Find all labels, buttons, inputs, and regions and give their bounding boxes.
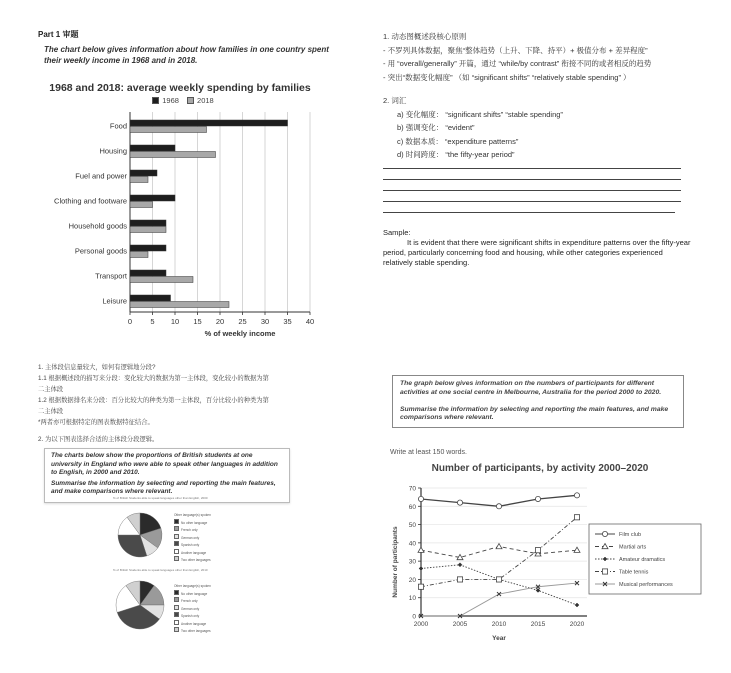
pie-legend-label: No other language: [181, 520, 208, 525]
sample-label: Sample:: [383, 228, 411, 237]
principles-notes: [383, 30, 703, 162]
bar-2018: [130, 127, 207, 133]
category-label: Leisure: [102, 296, 127, 306]
x-tick-label: 2000: [413, 621, 429, 628]
data-point: [574, 547, 580, 552]
section1-title: 1. 动态图概述段核心原则: [383, 32, 467, 41]
legend-marker: [602, 569, 607, 574]
pie-chart-2010: [112, 578, 168, 634]
bar-2018: [130, 252, 148, 258]
bar-2018: [130, 202, 153, 208]
pie-legend-item: [174, 534, 244, 542]
pie-legend-swatch: [174, 519, 179, 524]
y-tick-label: 30: [408, 558, 416, 566]
pie-legend-swatch: [174, 627, 179, 632]
y-tick-label: 10: [408, 595, 416, 603]
vocab-label: c) 数据本质：: [397, 136, 443, 146]
bar-2018: [130, 302, 229, 308]
data-point: [536, 588, 540, 592]
data-point: [496, 504, 501, 509]
series-line-musical-performances: [421, 583, 577, 616]
pie-legend-rows: [174, 590, 244, 635]
x-tick-label: 2010: [491, 621, 507, 628]
pie-legend-label: German only: [181, 606, 200, 611]
pie-legend-label: French only: [181, 599, 198, 603]
pie-legend-swatch: [174, 590, 179, 595]
legend-label-1968: 1968: [162, 96, 179, 105]
data-point: [419, 566, 423, 570]
pie-legend-label: French only: [181, 528, 198, 532]
pie-legend-item: [174, 549, 244, 557]
pie-legend-label: Another language: [181, 550, 207, 555]
data-point: [457, 577, 462, 582]
legend-swatch-1968: [152, 97, 159, 104]
pie-legend-swatch: [174, 549, 179, 554]
x-axis-label: % of weekly income: [204, 329, 276, 338]
data-point: [496, 544, 502, 549]
category-label: Personal goods: [74, 246, 127, 256]
vocab-item: [383, 148, 703, 162]
part1-prompt: The chart below gives information about how families in one country spent their weekly income in 1968 and in 2018.: [44, 45, 329, 65]
data-point: [496, 577, 501, 582]
y-axis-label: Number of participants: [392, 526, 399, 598]
x-tick-label: 10: [170, 317, 180, 326]
bar-1968: [130, 295, 171, 301]
x-tick-label: 2015: [530, 621, 546, 628]
category-label: Clothing and footware: [54, 196, 127, 206]
category-label: Household goods: [68, 221, 127, 231]
question-2: 2. 为以下图表选择合适的主体段分段逻辑。: [38, 436, 159, 443]
y-tick-label: 50: [408, 522, 416, 530]
note-line: 1.1 根据概述段的描写来分段：变化较大的数据为第一主体段，变化较小的数据为第: [38, 375, 269, 382]
line-chart: [385, 480, 705, 650]
y-tick-label: 0: [412, 613, 416, 621]
y-tick-label: 70: [408, 485, 416, 493]
vocab-value: “the fifty-year period”: [445, 150, 515, 159]
note-line: 1. 主体段信息量较大，如何有逻辑地分段?: [38, 364, 156, 371]
x-tick-label: 35: [283, 317, 292, 326]
task3-instruction: Summarise the information by selecting and reporting the main features, and make comparisons where relevant.: [400, 405, 669, 422]
pie-legend-title: Other language(s) spoken: [174, 513, 211, 517]
pie-legend-label: Two other languages: [181, 629, 211, 633]
category-label: Fuel and power: [75, 171, 127, 181]
x-tick-label: 0: [127, 317, 133, 326]
bar-2018: [130, 177, 148, 183]
pie-legend-label: Two other languages: [181, 558, 211, 562]
x-tick-label: 2005: [452, 621, 468, 628]
legend-label: Martial arts: [619, 544, 647, 551]
note-line: *两者亦可根据特定的图表数据特征结合。: [38, 419, 154, 426]
data-point: [458, 563, 462, 567]
pie-legend-item: [174, 519, 244, 527]
pie-legend-2010: [174, 584, 244, 635]
pie-legend-title: Other language(s) spoken: [174, 584, 211, 588]
paragraph-notes: [38, 362, 338, 445]
vocab-label: a) 变化幅度：: [397, 109, 444, 119]
principle-bullet: - 突出“数据变化幅度” （如 “significant shifts” “relatively stable spending” ）: [383, 72, 631, 82]
sample-text: It is evident that there were significant shifts in expenditure patterns over the fifty-year period, particularly concerning food and housing, while other categories experienced relatively stable spending.: [383, 238, 691, 267]
line-chart-title: Number of participants, by activity 2000–2020: [431, 463, 649, 474]
legend-label: Amateur dramatics: [619, 557, 666, 563]
pie-legend-swatch: [174, 605, 179, 610]
x-tick-label: 15: [193, 317, 202, 326]
legend-label-2018: 2018: [197, 96, 214, 105]
pie-legend-item: [174, 597, 244, 605]
bar-1968: [130, 195, 175, 201]
data-point: [418, 547, 424, 552]
vocab-value: “expenditure patterns”: [444, 136, 519, 146]
vocab-item: [383, 135, 703, 149]
pie-legend-swatch: [174, 556, 179, 561]
bar-1968: [130, 220, 166, 226]
vocab-item: [383, 108, 703, 122]
part1-heading: Part 1 审题: [38, 30, 79, 39]
principle-bullet: - 不罗列具体数据，聚焦“整体趋势（上升、下降、持平）+ 极值分布 + 差异程度”: [383, 45, 648, 55]
pie-chart-2000: [112, 508, 168, 560]
bar-2018: [130, 277, 193, 283]
section2-title: 2. 词汇: [383, 96, 407, 105]
x-tick-label: 25: [238, 317, 247, 326]
pie-legend-label: Spanish only: [181, 543, 200, 547]
pie-legend-rows: [174, 519, 244, 564]
task3-prompt: The graph below gives information on the numbers of participants for different activities at one social centre in Melbourne, Australia for the period 2000 to 2020.: [400, 380, 662, 396]
legend-marker: [602, 531, 607, 536]
pie-legend-label: Spanish only: [181, 614, 200, 618]
pie-legend-swatch: [174, 526, 179, 531]
data-point: [418, 496, 423, 501]
data-point: [574, 493, 579, 498]
pie-legend-item: [174, 541, 244, 549]
note-line: 二主体段: [38, 408, 64, 415]
data-point: [535, 496, 540, 501]
vocab-item: [383, 121, 703, 135]
pie-legend-swatch: [174, 534, 179, 539]
x-tick-label: 30: [260, 317, 270, 326]
pie-legend-swatch: [174, 612, 179, 617]
data-point: [535, 548, 540, 553]
bar-2018: [130, 227, 166, 233]
writing-line: [383, 179, 681, 180]
writing-line: [383, 190, 681, 191]
writing-line: [383, 201, 681, 202]
vocab-value: “evident”: [445, 123, 475, 132]
note-line: 1.2 根据数据排名来分段：百分比较大的种类为第一主体段，百分比较小的种类为第: [38, 397, 269, 404]
x-tick-label: 40: [305, 317, 315, 326]
word-count-instruction: Write at least 150 words.: [390, 449, 467, 456]
bar-1968: [130, 270, 166, 276]
x-tick-label: 2020: [569, 621, 585, 628]
writing-line: [383, 168, 681, 169]
task2-instruction: Summarise the information by selecting and reporting the main features, and make comparisons where relevant.: [51, 479, 276, 495]
category-label: Food: [109, 121, 127, 131]
legend-label: Film club: [619, 532, 642, 538]
pie-legend-swatch: [174, 597, 179, 602]
task2-prompt: The charts below show the proportions of British students at one university in England who were able to speak other languages in addition to English, in 2000 and 2010.: [51, 452, 278, 476]
principle-bullet: - 用 “overall/generally” 开篇，通过 “while/by contrast” 衔接不同的或者相反的趋势: [383, 59, 652, 68]
y-tick-label: 20: [408, 576, 416, 584]
bar-chart-legend: [30, 96, 330, 105]
vocab-label: b) 强调变化：: [397, 123, 444, 132]
writing-line: [383, 212, 675, 213]
pie-legend-2000: [174, 513, 244, 564]
bar-1968: [130, 245, 166, 251]
x-axis-label: Year: [492, 635, 506, 642]
pie-legend-item: [174, 627, 244, 635]
data-point: [457, 500, 462, 505]
legend-swatch-2018: [187, 97, 194, 104]
y-tick-label: 40: [408, 540, 416, 548]
bar-1968: [130, 120, 288, 126]
y-tick-label: 60: [408, 503, 416, 511]
pie-legend-item: [174, 620, 244, 628]
category-label: Transport: [95, 271, 127, 281]
bar-chart: [30, 108, 330, 340]
pie-legend-swatch: [174, 620, 179, 625]
legend-label: Table tennis: [619, 569, 649, 576]
vocab-label: d) 时间跨度：: [397, 150, 444, 159]
pie-legend-item: [174, 556, 244, 564]
pie-title-2000: % of British Students able to speak languages other than English, 2000: [113, 496, 208, 500]
note-line: 二主体段: [38, 386, 64, 393]
data-point: [575, 603, 579, 607]
pie-legend-item: [174, 605, 244, 613]
vocab-value: “significant shifts” “stable spending”: [445, 109, 563, 119]
x-tick-label: 20: [215, 317, 225, 326]
legend-label: Musical performances: [619, 582, 673, 588]
bar-2018: [130, 152, 216, 158]
data-point: [574, 515, 579, 520]
pie-legend-label: German only: [181, 535, 200, 540]
pie-title-2010: % of British Students able to speak languages other than English, 2010: [113, 568, 208, 572]
task3-prompt-box: [392, 375, 684, 428]
pie-legend-item: [174, 590, 244, 598]
x-tick-label: 5: [150, 317, 155, 326]
pie-legend-label: No other language: [181, 591, 208, 596]
pie-legend-label: Another language: [181, 621, 207, 626]
bar-1968: [130, 170, 157, 176]
pie-legend-item: [174, 612, 244, 620]
bar-chart-title: 1968 and 2018: average weekly spending by families: [49, 82, 311, 94]
bar-1968: [130, 145, 175, 151]
category-label: Housing: [99, 146, 127, 156]
task2-prompt-box: [44, 448, 290, 503]
data-point: [418, 584, 423, 589]
pie-legend-item: [174, 526, 244, 534]
pie-legend-swatch: [174, 541, 179, 546]
